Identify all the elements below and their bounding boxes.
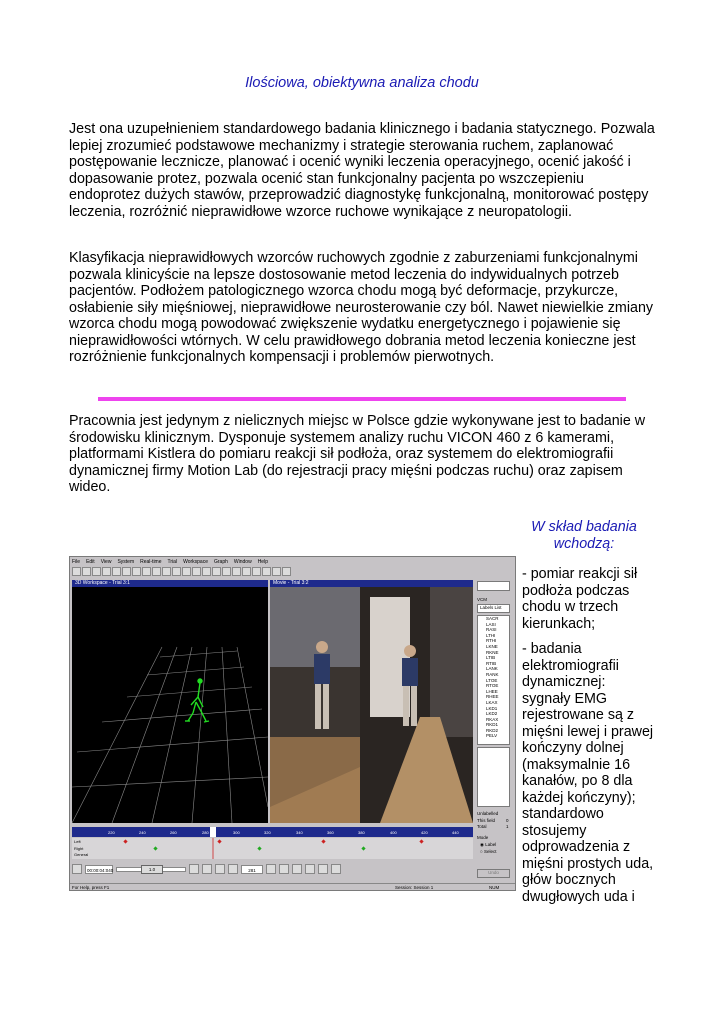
side-title: W skład badania wchodzą: [531, 519, 637, 552]
this-field-value: 0 [506, 818, 509, 823]
paragraph-lab: Pracownia jest jedynym z nielicznych miejsc w Polsce gdzie wykonywane jest to badanie w środowisku klinicznym. Dysponuje systemem analizy ruchu VICON 460 z 6 kamerami, platformami Kistlera do pomiaru reakcji sił podłoża, oraz systemem do elektromiografii dynamicznej firmy Motion Lab (do rejestracji pracy mięśni podczas ruchu) oraz zapisem wideo. [69, 413, 646, 495]
menu-item: Workspace [183, 558, 208, 565]
marker-item[interactable]: RTOE [486, 683, 499, 689]
marker-item[interactable]: LKNE [486, 643, 498, 649]
timeline-tick: 380 [358, 830, 365, 835]
play-button[interactable] [189, 864, 199, 874]
timeline-tick: 360 [327, 830, 334, 835]
pane-3d-title: 3D Workspace - Trial 3:1 [72, 580, 268, 587]
track-general: General [74, 852, 89, 857]
marker-list[interactable] [477, 615, 510, 745]
toolbar-button [142, 567, 151, 576]
total-label: Total [477, 824, 487, 829]
this-field-label: This field [477, 818, 496, 823]
timeline-tick: 280 [202, 830, 209, 835]
menu-item: Help [257, 558, 268, 565]
track-left: Left [74, 839, 81, 844]
marker-list-blank [477, 747, 510, 807]
track-right: Right [74, 846, 84, 851]
menu-bar [70, 557, 515, 566]
mode-select-text: Select [483, 849, 497, 854]
toolbar-button [202, 567, 211, 576]
menu-item: Edit [86, 558, 95, 565]
toolbar-button [152, 567, 161, 576]
marker-item[interactable]: RKAX [486, 716, 499, 722]
paragraph-classification: Klasyfikacja nieprawidłowych wzorców ruchowych zgodnie z zaburzeniami funkcjonalnymi pozwala klinicyście na lepsze dostosowanie metod leczenia do indywidualnych potrzeb pacjentów. Podłożem patologicznego wzorca chodu mogą być deformacje, przykurcze, osłabienie siły mięśniowej, nieprawidłowe neurosterowanie czy ból. Nawet niewielkie zmiany wzorca chodu mogą powodować zwiększenie wydatku energetycznego i pojawienie się nieprawidłowości wtórnych. W celu prawidłowego dobrania metod leczenia konieczne jest rozróżnienie funkcjonalnych kompensacji i problemów pierwotnych. [69, 250, 654, 365]
total-value: 1 [506, 824, 509, 829]
toolbar-button [92, 567, 101, 576]
timeline-tick: 320 [264, 830, 271, 835]
vicon-software-screenshot [69, 556, 516, 891]
tool-button[interactable] [266, 864, 276, 874]
menu-item: System [117, 558, 135, 565]
page-heading: Ilościowa, obiektywna analiza chodu [245, 75, 479, 91]
skeleton-figure [185, 679, 209, 722]
side-list [522, 566, 657, 914]
marker-item[interactable]: LASI [486, 621, 496, 627]
timeline-tick: 220 [108, 830, 115, 835]
toolbar-button [252, 567, 261, 576]
timeline-tick: 240 [139, 830, 146, 835]
marker-item[interactable]: LKD1 [486, 705, 498, 711]
speed-slider[interactable] [116, 867, 186, 872]
vcm-label: VCM [477, 597, 487, 602]
marker-item[interactable]: RTHI [486, 638, 497, 644]
divider-line [98, 397, 626, 401]
status-num: NUM [489, 885, 500, 890]
toolbar-button [212, 567, 221, 576]
status-bar [70, 883, 515, 890]
marker-item[interactable]: LANK [486, 666, 498, 672]
toolbar-button [132, 567, 141, 576]
marker-item[interactable]: LKD2 [486, 711, 498, 717]
marker-item[interactable]: RHEE [486, 694, 499, 700]
toolbar-button [192, 567, 201, 576]
marker-item[interactable]: LTOE [486, 677, 498, 683]
menu-item: Trial [167, 558, 178, 565]
combo-box[interactable] [477, 581, 510, 591]
pane-3d-workspace [72, 587, 268, 823]
timeline-tick: 340 [296, 830, 303, 835]
mode-select-radio[interactable]: ○ Select [480, 849, 497, 854]
undo-button[interactable]: Undo [477, 869, 510, 878]
marker-item[interactable]: LHEE [486, 688, 498, 694]
frame-number: 281 [241, 865, 263, 874]
toolbar [70, 567, 372, 577]
toolbar-button [232, 567, 241, 576]
timeline-cursor [210, 827, 216, 837]
pane-movie-title: Movie - Trial 3:2 [270, 580, 473, 587]
marker-item[interactable]: PELV [486, 733, 498, 739]
menu-item: Real-time [140, 558, 162, 565]
rewind-button[interactable] [72, 864, 82, 874]
toolbar-button [242, 567, 251, 576]
step-forward-button[interactable] [215, 864, 225, 874]
toolbar-button [172, 567, 181, 576]
event-markers [72, 838, 473, 859]
event-tracks [72, 838, 473, 859]
mode-label-radio[interactable]: ◉ Label [480, 842, 497, 847]
toolbar-button [122, 567, 131, 576]
marker-item[interactable]: RTIB [486, 660, 497, 666]
tool-button[interactable] [305, 864, 315, 874]
marker-item[interactable]: RKD1 [486, 722, 499, 728]
labels-list-select[interactable]: Labels List [477, 604, 510, 613]
fast-forward-button[interactable] [228, 864, 238, 874]
timeline-tick: 260 [170, 830, 177, 835]
right-panel [475, 579, 513, 887]
speed-value: 1.0 [141, 865, 163, 874]
marker-item[interactable]: SACR [486, 616, 499, 621]
menu-item: Graph [213, 558, 228, 565]
timeline-tick: 300 [233, 830, 240, 835]
menu-item: View [100, 558, 112, 565]
marker-item[interactable]: LTIB [486, 655, 496, 661]
timecode-display: 00:00:04:040 [85, 865, 113, 874]
toolbar-button [162, 567, 171, 576]
mode-label-text: Label [485, 842, 497, 847]
toolbar-button [272, 567, 281, 576]
toolbar-button [262, 567, 271, 576]
side-item-force-plates: - pomiar reakcji sił podłoża podczas chodu w trzech kierunkach; [522, 566, 638, 632]
marker-item[interactable]: LTHI [486, 632, 496, 638]
timeline-tick: 420 [421, 830, 428, 835]
tool-button[interactable] [292, 864, 302, 874]
status-help: For Help, press F1 [72, 885, 110, 890]
toolbar-button [222, 567, 231, 576]
menu-item: Window [233, 558, 252, 565]
timeline-tick: 400 [390, 830, 397, 835]
timeline-bar[interactable] [72, 827, 473, 837]
marker-item[interactable]: RASI [486, 627, 497, 633]
marker-item[interactable]: RKNE [486, 649, 499, 655]
3d-grid-view [72, 587, 268, 823]
toolbar-button [112, 567, 121, 576]
toolbar-button [82, 567, 91, 576]
playback-controls [72, 861, 473, 877]
tool-button[interactable] [318, 864, 328, 874]
tool-button[interactable] [331, 864, 341, 874]
marker-item[interactable]: RKD2 [486, 727, 499, 733]
status-session: Session: Session 1 [395, 885, 434, 890]
step-back-button[interactable] [202, 864, 212, 874]
marker-item[interactable]: RANK [486, 671, 499, 677]
timeline-tick: 440 [452, 830, 459, 835]
paragraph-intro: Jest ona uzupełnieniem standardowego badania klinicznego i badania statycznego. Pozwala lepiej zrozumieć podstawowe mechanizmy i strategie sterowania ruchem, zaplanować postępowanie lecznicze, planować i ocenić wyniki leczenia operacyjnego, ocenić jakość i dopasowanie protez, pozwala ocenić stan funkcjonalny pacjenta po wszczepieniu endoprotez dużych stawów, przeprowadzić diagnostykę funkcjonalną, monitorować postępy leczenia, rozróżnić nieprawidłowe wzorce ruchowe wynikające z neuropatologii. [69, 121, 655, 220]
toolbar-button [102, 567, 111, 576]
pane-movie-video [270, 587, 473, 823]
mode-label: Mode [477, 835, 489, 840]
toolbar-button [182, 567, 191, 576]
unlabelled-label: Unlabelled [477, 811, 499, 816]
side-item-emg: - badania elektromiografii dynamicznej: sygnały EMG rejestrowane są z mięśni lewej i prawej kończyny dolnej (maksymalnie 16 kanałów, po 8 dla każdej kończyny); standardowo stosujemy odprowadzenia z mięśni prostych uda, głów bocznych dwugłowych uda i [522, 641, 654, 905]
tool-button[interactable] [279, 864, 289, 874]
toolbar-button [72, 567, 81, 576]
menu-item: File [72, 558, 81, 565]
toolbar-button [282, 567, 291, 576]
marker-item[interactable]: LKAX [486, 699, 498, 705]
video-frames [270, 587, 473, 823]
timeline-ticks [72, 827, 473, 837]
